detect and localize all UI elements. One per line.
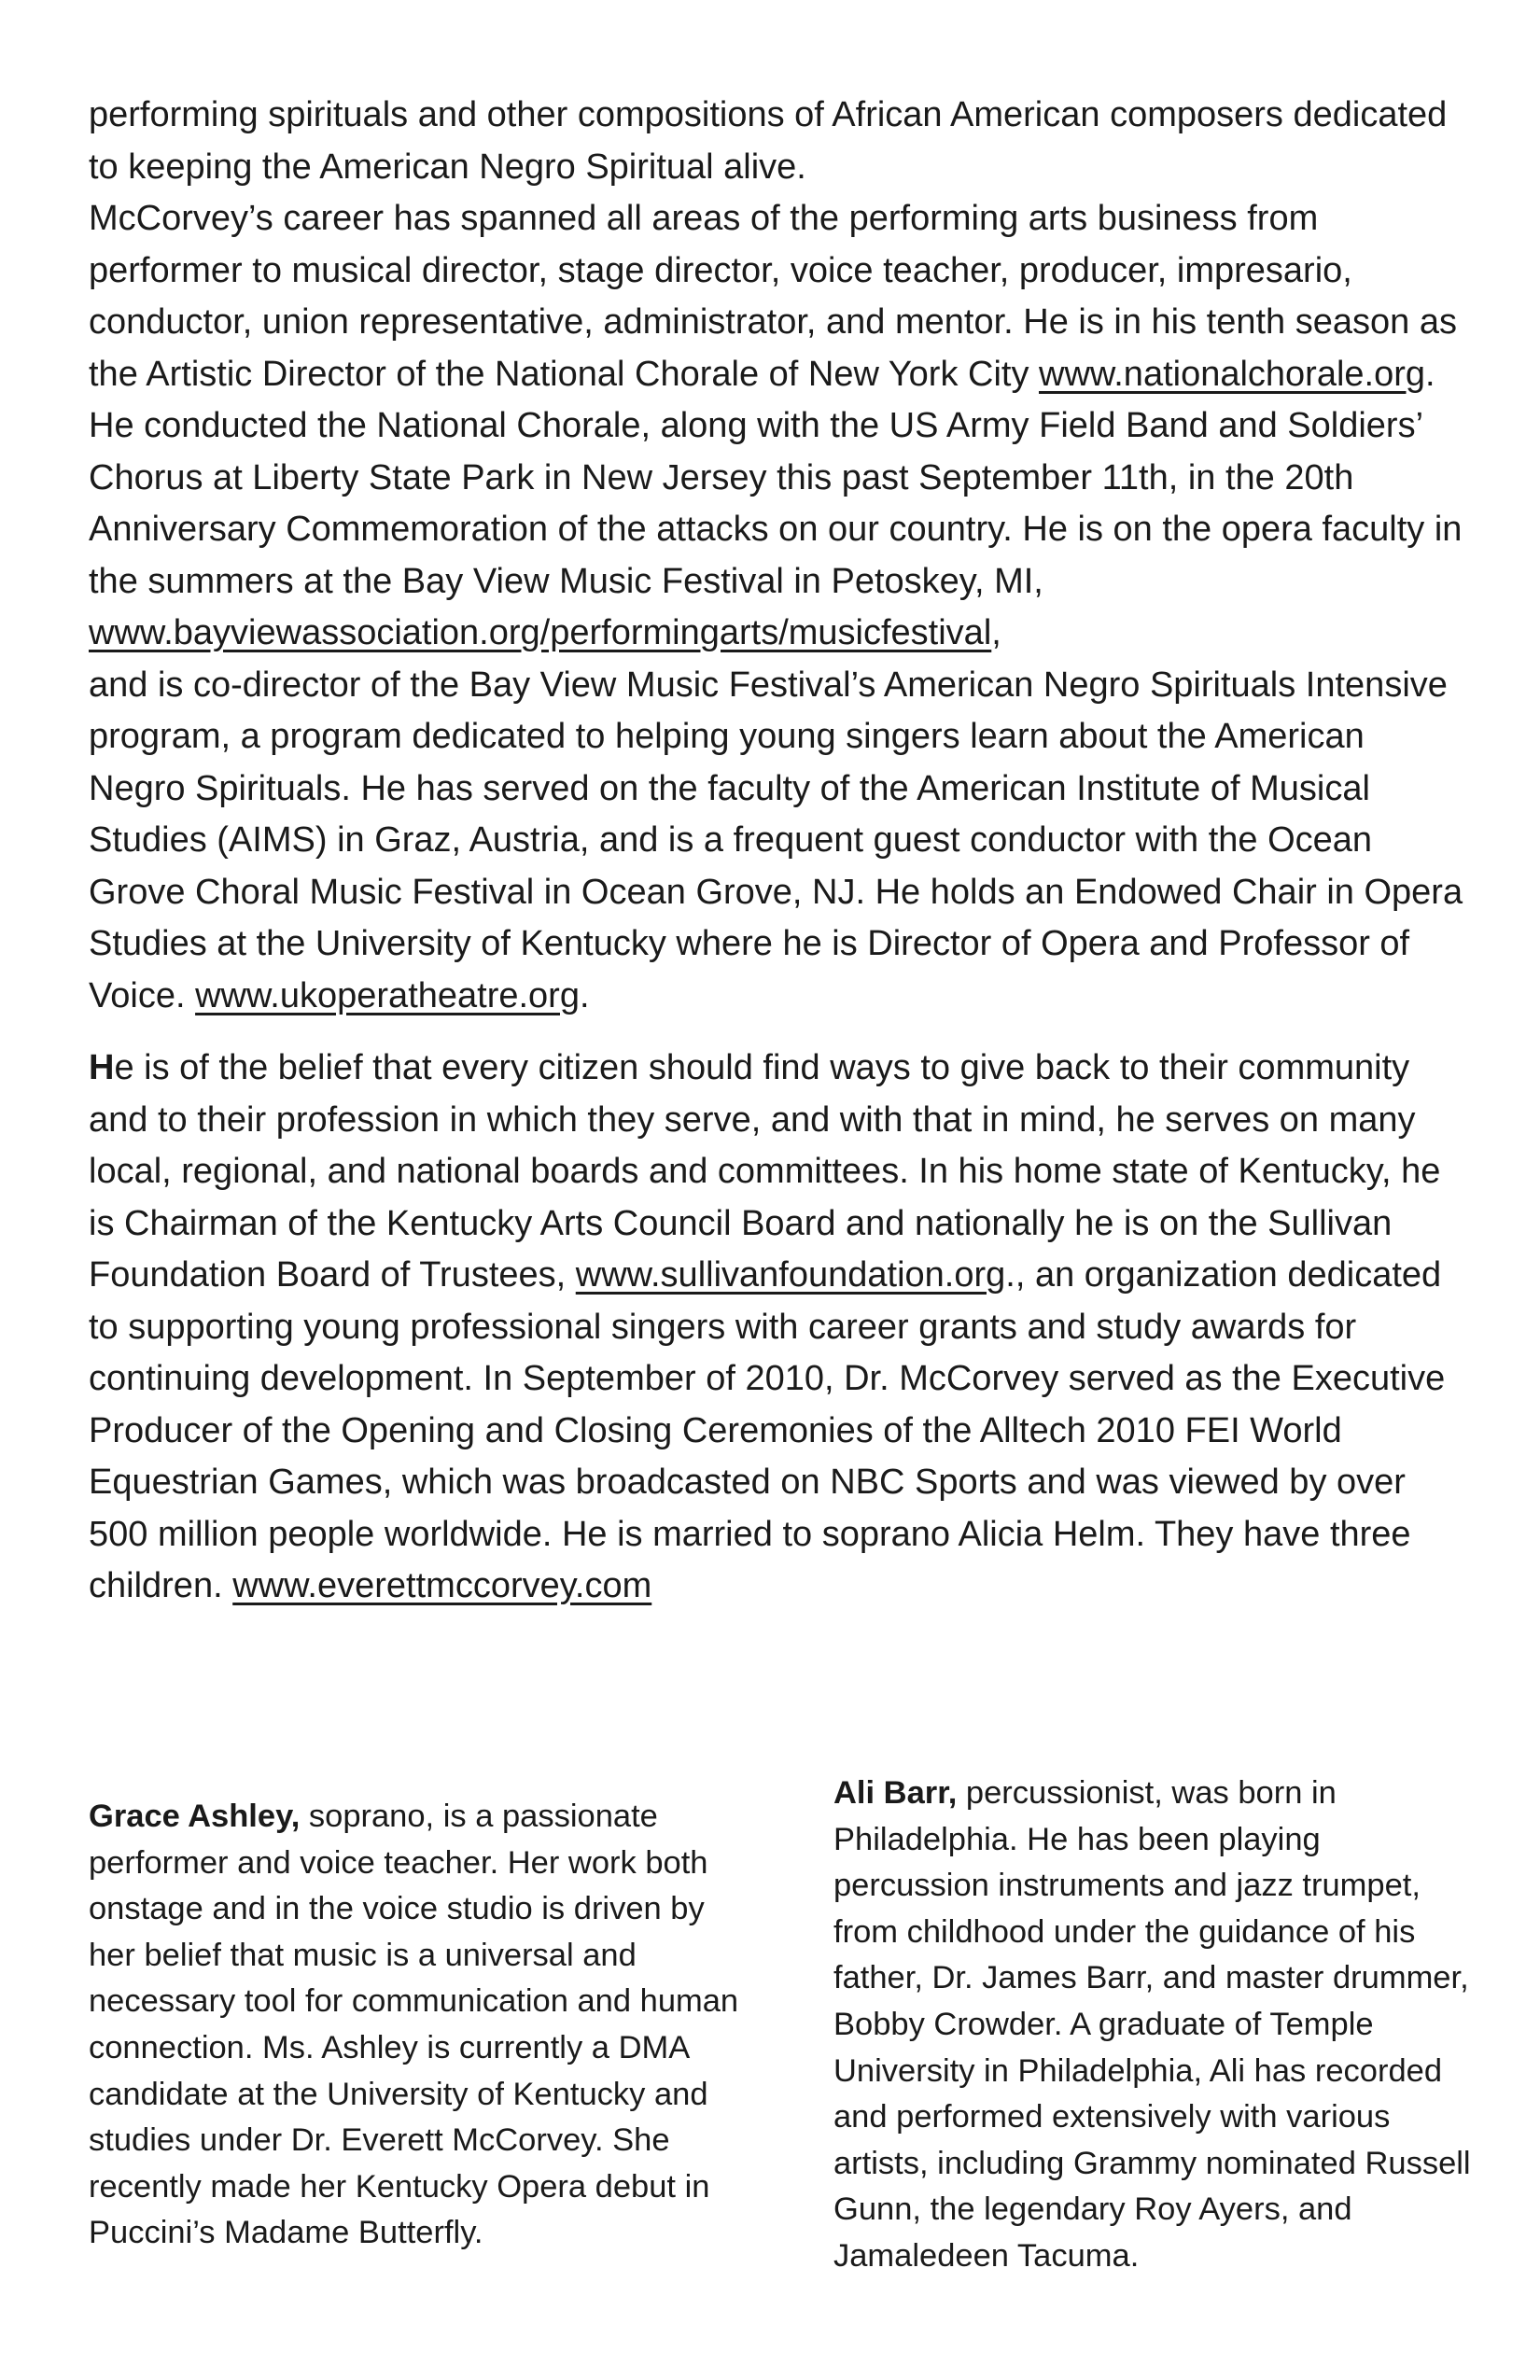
bio-left-name: Grace Ashley, xyxy=(89,1799,301,1834)
paragraph-2: McCorvey’s career has spanned all areas of the performing arts business from performer to musical director, stage director, voice teacher, producer, impresario, conductor, union representative, administrator, and mentor. He is in his tenth season as the Artistic Director of the National Chorale of New York City www.nationalchorale.org. He conducted the National Chorale, along with the US Army Field Band and Soldiers’ Chorus at Liberty State Park in New Jersey this past September 11th, in the 20th Anniversary Commemoration of the attacks on our country. He is on the opera faculty in the summers at the Bay View Music Festival in Petoskey, MI, www.bayviewassociation.org/performingarts/musicfestival, and is co-director of the Bay View Music Festival’s American Negro Spirituals Intensive program, a program dedicated to helping young singers learn about the American Negro Spirituals. He has served on the faculty of the American Institute of Musical Studies (AIMS) in Graz, Austria, and is a frequent guest conductor with the Ocean Grove Choral Music Festival in Ocean Grove, NJ. He holds an Endowed Chair in Opera Studies at the University of Kentucky where he is Director of Opera and Professor of Voice. www.ukoperatheatre.org. xyxy=(89,199,1463,1015)
bio-left-text: soprano, is a passionate performer and voice teacher. Her work both onstage and in the voice studio is driven by her belief that music is a universal and necessary tool for communication and human connection. Ms. Ashley is currently a DMA candidate at the University of Kentucky and studies under Dr. Everett McCorvey. She recently made her Kentucky Opera debut in Puccini’s Madame Butterfly. xyxy=(89,1799,739,2251)
sullivanfoundation-link[interactable]: www.sullivanfoundation.org xyxy=(575,1255,1006,1295)
bayview-link[interactable]: www.bayviewassociation.org/performingarts/musicfestival xyxy=(89,613,992,652)
everettmccorvey-link[interactable]: www.everettmccorvey.com xyxy=(232,1566,652,1605)
bio-ali-barr xyxy=(833,1771,1477,2280)
nationalchorale-link[interactable]: www.nationalchorale.org xyxy=(1039,354,1426,394)
paragraph-3: He is of the belief that every citizen should find ways to give back to their community and to their profession in which they serve, and with that in mind, he serves on many local, regional, and national boards and committees. In his home state of Kentucky, he is Chairman of the Kentucky Arts Council Board and nationally he is on the Sullivan Foundation Board of Trustees, www.sullivanfoundation.org., an organization dedicated to supporting young professional singers with career grants and study awards for continuing development. In September of 2010, Dr. McCorvey served as the Executive Producer of the Opening and Closing Ceremonies of the Alltech 2010 FEI World Equestrian Games, which was broadcasted on NBC Sports and was viewed by over 500 million people worldwide. He is married to soprano Alicia Helm. They have three children. www.everettmccorvey.com xyxy=(89,1048,1446,1605)
bio-right-paragraph xyxy=(833,1771,1477,2280)
paragraph-1: performing spirituals and other compositions of African American composers dedicated to keeping the American Negro Spiritual alive. xyxy=(89,95,1448,187)
main-text xyxy=(89,90,1470,1613)
bio-right-text: percussionist, was born in Philadelphia. He has been playing percussion instruments and jazz trumpet, from childhood under the guidance of his father, Dr. James Barr, and master drummer, Bobby Crowder. A graduate of Temple University in Philadelphia, Ali has recorded and performed extensively with various artists, including Grammy nominated Russell Gunn, the legendary Roy Ayers, and Jamaledeen Tacuma. xyxy=(833,1775,1471,2274)
bio-left-paragraph xyxy=(89,1794,742,2257)
drop-cap: H xyxy=(89,1048,115,1087)
ukoperatheatre-link[interactable]: www.ukoperatheatre.org xyxy=(195,975,580,1015)
bio-grace-ashley xyxy=(89,1794,742,2257)
bio-right-name: Ali Barr, xyxy=(833,1775,958,1811)
